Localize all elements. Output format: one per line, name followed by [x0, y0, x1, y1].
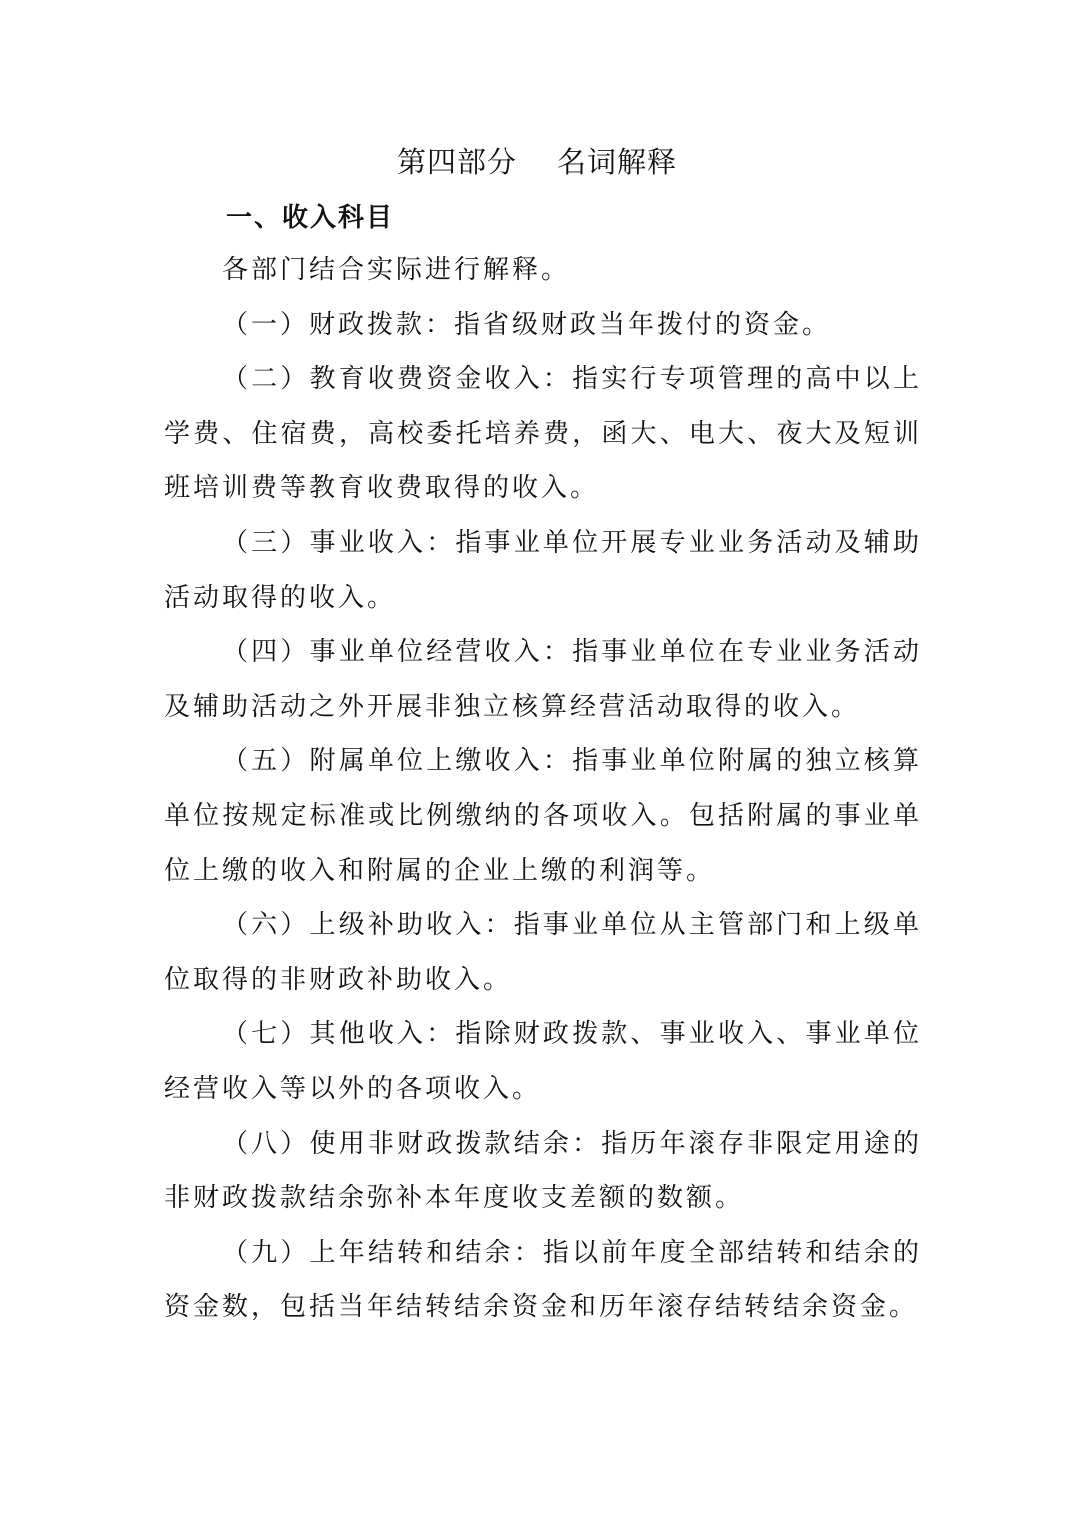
paragraph-item-9: （九）上年结转和结余：指以前年度全部结转和结余的资金数，包括当年结转结余资金和历年滚存结转结余资金。	[164, 1237, 922, 1323]
title-name: 名词解释	[557, 145, 678, 179]
paragraph-item-2: （二）教育收费资金收入：指实行专项管理的高中以上学费、住宿费，高校委托培养费，函大、电大、夜大及短训班培训费等教育收费取得的收入。	[164, 364, 922, 504]
paragraph-item-3: （三）事业收入：指事业单位开展专业业务活动及辅助活动取得的收入。	[164, 527, 922, 613]
paragraph-item-4: （四）事业单位经营收入：指事业单位在专业业务活动及辅助活动之外开展非独立核算经营活动取得的收入。	[164, 637, 922, 722]
paragraph-intro: 各部门结合实际进行解释。	[222, 255, 571, 285]
document-body	[164, 243, 922, 1335]
paragraph-item-7: （七）其他收入：指除财政拨款、事业收入、事业单位经营收入等以外的各项收入。	[164, 1019, 922, 1104]
paragraph-item-1: （一）财政拨款：指省级财政当年拨付的资金。	[222, 309, 832, 340]
paragraph-item-5: （五）附属单位上缴收入：指事业单位附属的独立核算单位按规定标准或比例缴纳的各项收入。包括附属的事业单位上缴的收入和附属的企业上缴的利润等。	[164, 746, 922, 886]
section-heading: 一、收入科目	[226, 203, 395, 233]
title-part: 第四部分	[396, 145, 517, 179]
page-title	[0, 140, 1074, 184]
paragraph-item-8: （八）使用非财政拨款结余：指历年滚存非限定用途的非财政拨款结余弥补本年度收支差额的数额。	[164, 1128, 922, 1214]
paragraph-item-6: （六）上级补助收入：指事业单位从主管部门和上级单位取得的非财政补助收入。	[164, 910, 922, 995]
